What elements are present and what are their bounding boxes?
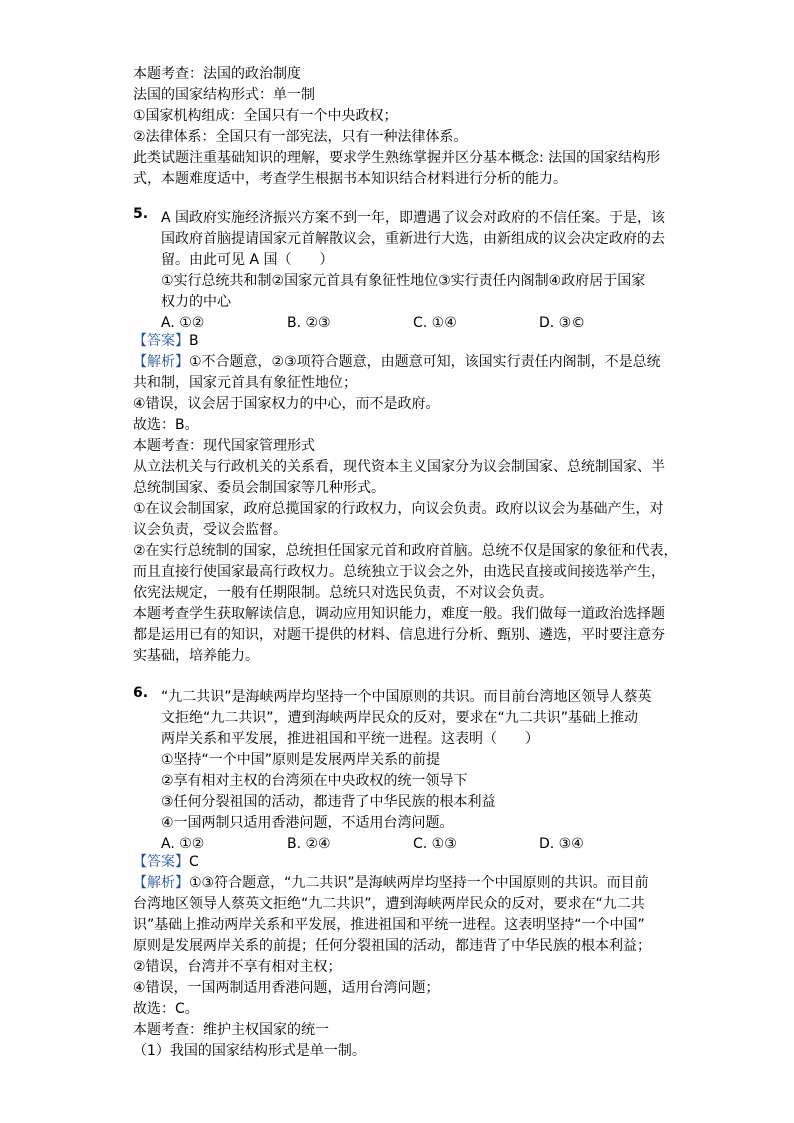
analysis-line: 总统制国家、委员会制国家等几种形式。 [133,480,385,496]
question-number: 6. [133,685,149,701]
analysis-line: 依宪法规定，一般有任期限制。总统只对选民负责，不对议会负责。 [133,585,553,601]
analysis-line: ②错误，台湾并不享有相对主权； [133,959,342,975]
analysis-line: ②在实行总统制的国家，总统担任国家元首和政府首脑。总统不仅是国家的象征和代表， [133,543,678,559]
answer-tag: 【答案】 [133,854,189,870]
analysis-line: 识”基础上推动两岸关系和平发展，推进祖国和平统一进程。这表明坚持“一个中国” [133,917,645,933]
analysis-line [133,873,649,894]
answer-line [133,331,199,352]
analysis-tag: 【解析】 [133,354,189,370]
analysis-line: 而且直接行使国家最高行政权力。总统独立于议会之外，由选民直接或间接选举产生， [133,564,665,580]
text-line: 此类试题注重基础知识的理解，要求学生熟练掌握并区分基本概念: 法国的国家结构形 [133,150,661,166]
analysis-line: 议会负责，受议会监督。 [133,522,287,538]
option-a: A. ①② [161,315,205,331]
option-d: D. ③© [539,315,586,331]
analysis-line: ④错误，议会居于国家权力的中心，而不是政府。 [133,396,440,412]
analysis-line: （1）我国的国家结构形式是单一制。 [133,1043,366,1059]
text-line: 本题考查：法国的政治制度 [133,66,301,82]
question-stem-line: “九二共识”是海峡两岸均坚持一个中国原则的共识。而目前台湾地区领导人蔡英 [161,689,652,705]
question-stem-line: ③任何分裂祖国的活动，都违背了中华民族的根本利益 [161,794,496,810]
analysis-line: 台湾地区领导人蔡英文拒绝“九二共识”，遭到海峡两岸民众的反对，要求在“九二共 [133,896,645,912]
option-b: B. ②④ [287,836,331,852]
analysis-line: 共和制，国家元首具有象征性地位； [133,375,357,391]
text-line: ①国家机构组成：全国只有一个中央政权； [133,108,398,124]
analysis-line: ④错误，一国两制适用香港问题，适用台湾问题； [133,980,440,996]
question-stem-line: ②享有相对主权的台湾须在中央政权的统一领导下 [161,773,468,789]
analysis-line: 从立法机关与行政机关的关系看，现代资本主义国家分为议会制国家、总统制国家、半 [133,459,665,475]
question-stem-line: 文拒绝“九二共识”，遭到海峡两岸民众的反对，要求在“九二共识”基础上推动 [161,710,639,726]
analysis-line: 本题考查：现代国家管理形式 [133,438,315,454]
question-stem-line: 两岸关系和平发展，推进祖国和平统一进程。这表明（ ） [161,731,539,747]
option-b: B. ②③ [287,315,331,331]
answer-value: C [189,854,199,870]
analysis-line: 实基础，培养能力。 [133,648,259,664]
analysis-line: ①在议会制国家，政府总揽国家的行政权力，向议会负责。政府以议会为基础产生，对 [133,501,664,517]
option-c: C. ①③ [413,836,457,852]
text-line: 式，本题难度适中，考查学生根据书本知识结合材料进行分析的能力。 [133,171,567,187]
answer-line [133,852,199,873]
analysis-line [133,352,661,373]
analysis-line: 都是运用已有的知识，对题干提供的材料、信息进行分析、甄别、遴选，平时要注意夯 [133,627,665,643]
text-line: 法国的国家结构形式：单一制 [133,87,315,103]
question-stem-line: 国政府首脑提请国家元首解散议会，重新进行大选，由新组成的议会决定政府的去 [161,231,665,247]
question-stem-line: ①坚持“一个中国”原则是发展两岸关系的前提 [161,752,441,768]
question-stem-line: 权力的中心 [161,294,231,310]
analysis-tag: 【解析】 [133,875,189,891]
analysis-text: ①不合题意，②③项符合题意，由题意可知，该国实行责任内阁制，不是总统 [189,354,661,370]
text-line: ②法律体系：全国只有一部宪法，只有一种法律体系。 [133,129,468,145]
option-c: C. ①④ [413,315,457,331]
analysis-line: 本题考查学生获取解读信息，调动应用知识能力，难度一般。我们做每一道政治选择题 [133,606,665,622]
analysis-line: 原则是发展两岸关系的前提；任何分裂祖国的活动，都违背了中华民族的根本利益； [133,938,651,954]
analysis-line: 故选：B。 [133,417,199,433]
answer-value: B [189,333,199,349]
analysis-line: 本题考查：维护主权国家的统一 [133,1022,329,1038]
analysis-line: 故选：C。 [133,1001,199,1017]
answer-tag: 【答案】 [133,333,189,349]
question-stem-line: 留。由此可见 A 国（ ） [161,252,334,268]
question-number: 5. [133,206,149,222]
option-a: A. ①② [161,836,205,852]
question-stem-line: ④一国两制只适用香港问题，不适用台湾问题。 [161,815,454,831]
option-d: D. ③④ [539,836,584,852]
question-stem-line: ①实行总统共和制②国家元首具有象征性地位③实行责任内阁制④政府居于国家 [161,273,646,289]
question-stem-line: A 国政府实施经济振兴方案不到一年，即遭遇了议会对政府的不信任案。于是，该 [161,210,666,226]
analysis-text: ①③符合题意，“九二共识”是海峡两岸均坚持一个中国原则的共识。而目前 [189,875,649,891]
